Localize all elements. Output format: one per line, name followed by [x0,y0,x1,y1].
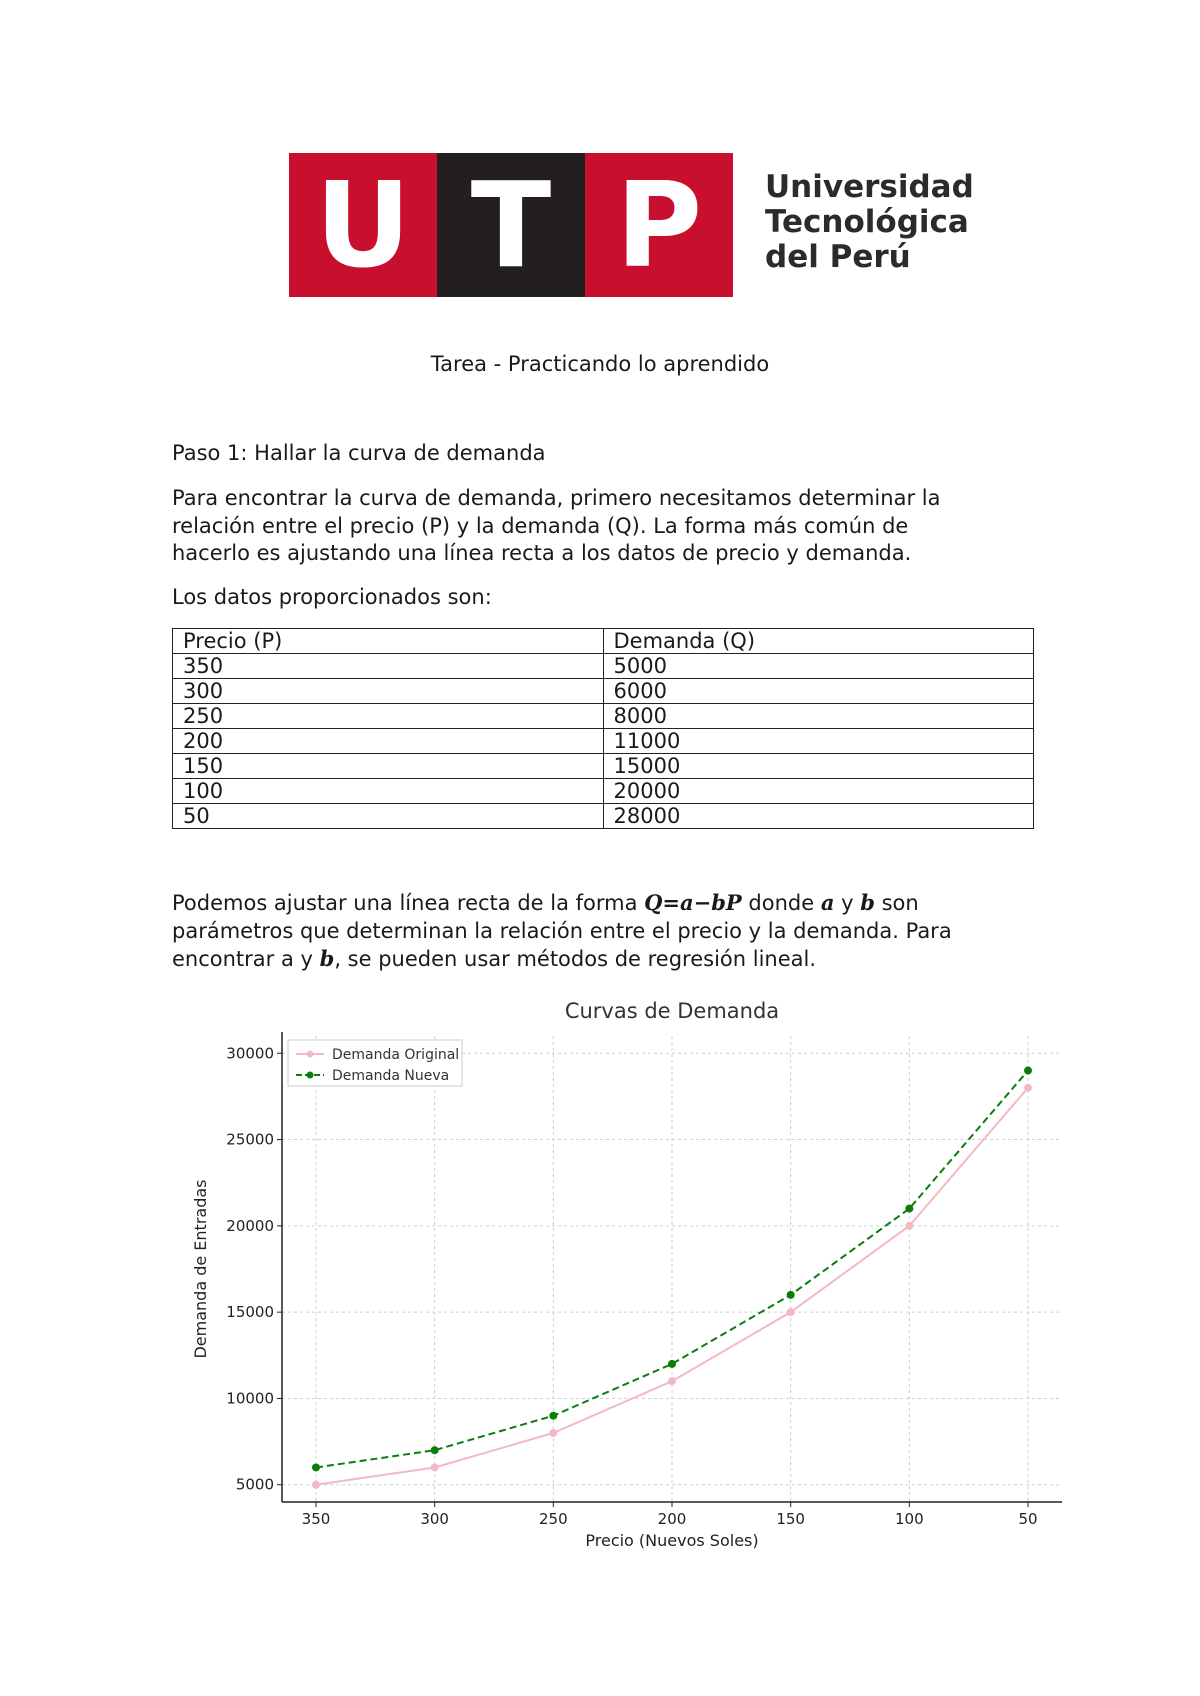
logo-name-line: Tecnológica [765,204,969,240]
formula: Q=a−bP [644,890,742,915]
y-tick-label: 15000 [226,1303,274,1322]
data-point [431,1463,439,1471]
data-point [312,1463,320,1471]
data-point [668,1360,676,1368]
data-point [905,1205,913,1213]
fit-line: parámetros que determinan la relación entre el precio y la demanda. Para [172,918,952,943]
table-row [173,729,1034,754]
fit-text: donde [741,891,821,915]
table-cell: 11000 [603,729,1034,754]
logo-name-line: del Perú [765,239,911,275]
y-tick-label: 30000 [226,1044,274,1063]
data-point [431,1446,439,1454]
data-point [549,1412,557,1420]
intro-line: hacerlo es ajustando una línea recta a los datos de precio y demanda. [172,541,912,565]
document-title: Tarea - Practicando lo aprendido [430,352,770,376]
legend-entry: Demanda Nueva [332,1068,450,1084]
table-row [173,779,1034,804]
table-cell: 50 [173,804,604,829]
x-tick-label: 250 [539,1510,568,1528]
price-demand-table [172,628,1034,829]
intro-paragraph [172,485,1052,568]
fit-text: Podemos ajustar una línea recta de la forma [172,891,645,915]
data-point [787,1291,795,1299]
table-header-cell: Precio (P) [173,629,604,654]
y-axis-label: Demanda de Entradas [191,1179,210,1359]
x-tick-label: 50 [1018,1510,1038,1528]
legend-marker [307,1051,314,1058]
y-tick-label: 25000 [226,1130,274,1149]
table-cell: 5000 [603,654,1034,679]
table-cell: 8000 [603,704,1034,729]
data-point [905,1222,913,1230]
data-point [312,1481,320,1489]
table-cell: 150 [173,754,604,779]
table-cell: 300 [173,679,604,704]
table-row [173,704,1034,729]
table-cell: 6000 [603,679,1034,704]
data-label: Los datos proporcionados son: [172,585,492,609]
data-point [787,1308,795,1316]
fit-text: , se pueden usar métodos de regresión lineal. [334,947,817,971]
table-cell: 20000 [603,779,1034,804]
table-cell: 100 [173,779,604,804]
x-tick-label: 150 [776,1510,805,1528]
data-point [549,1429,557,1437]
series-line [316,1088,1028,1485]
table-header-row [173,629,1034,654]
chart-title: Curvas de Demanda [564,999,780,1023]
logo-letter-u: U [289,153,437,297]
data-point [1024,1084,1032,1092]
x-axis-label: Precio (Nuevos Soles) [585,1531,759,1550]
variable-b: b [860,890,875,915]
table-row [173,679,1034,704]
table-cell: 250 [173,704,604,729]
fit-text: son [874,891,919,915]
variable-b: b [319,946,335,971]
table-header-cell: Demanda (Q) [603,629,1034,654]
table-cell: 15000 [603,754,1034,779]
y-tick-label: 20000 [226,1216,274,1235]
table-row [173,654,1034,679]
intro-line: Para encontrar la curva de demanda, primero necesitamos determinar la [172,486,941,510]
fit-line [172,889,1052,918]
data-point [668,1377,676,1385]
table-cell: 28000 [603,804,1034,829]
demand-chart [190,994,1090,1554]
x-tick-label: 200 [657,1510,687,1528]
table-row [173,804,1034,829]
x-tick-label: 100 [895,1510,924,1528]
legend-marker [307,1072,314,1079]
table-cell: 350 [173,654,604,679]
variable-a: a [820,890,835,915]
y-tick-label: 10000 [226,1389,274,1408]
logo-letter-t: T [437,153,585,297]
intro-line: relación entre el precio (P) y la demanda (Q). La forma más común de [172,513,909,538]
fit-text: encontrar a y [172,947,320,971]
y-tick-label: 5000 [235,1475,274,1494]
table-cell: 200 [173,729,604,754]
fit-line [172,945,1052,974]
fit-text: y [834,891,861,915]
utp-logo [289,153,733,297]
series-line [316,1071,1028,1468]
logo-name-line: Universidad [765,169,974,205]
x-tick-label: 300 [420,1510,449,1528]
step-heading: Paso 1: Hallar la curva de demanda [172,441,546,465]
x-tick-label: 350 [301,1510,331,1528]
data-point [1024,1067,1032,1075]
legend-entry: Demanda Original [332,1047,460,1063]
logo-letter-p: P [585,153,733,297]
table-row [173,754,1034,779]
fit-paragraph [172,889,1052,974]
logo-university-name [765,170,974,275]
